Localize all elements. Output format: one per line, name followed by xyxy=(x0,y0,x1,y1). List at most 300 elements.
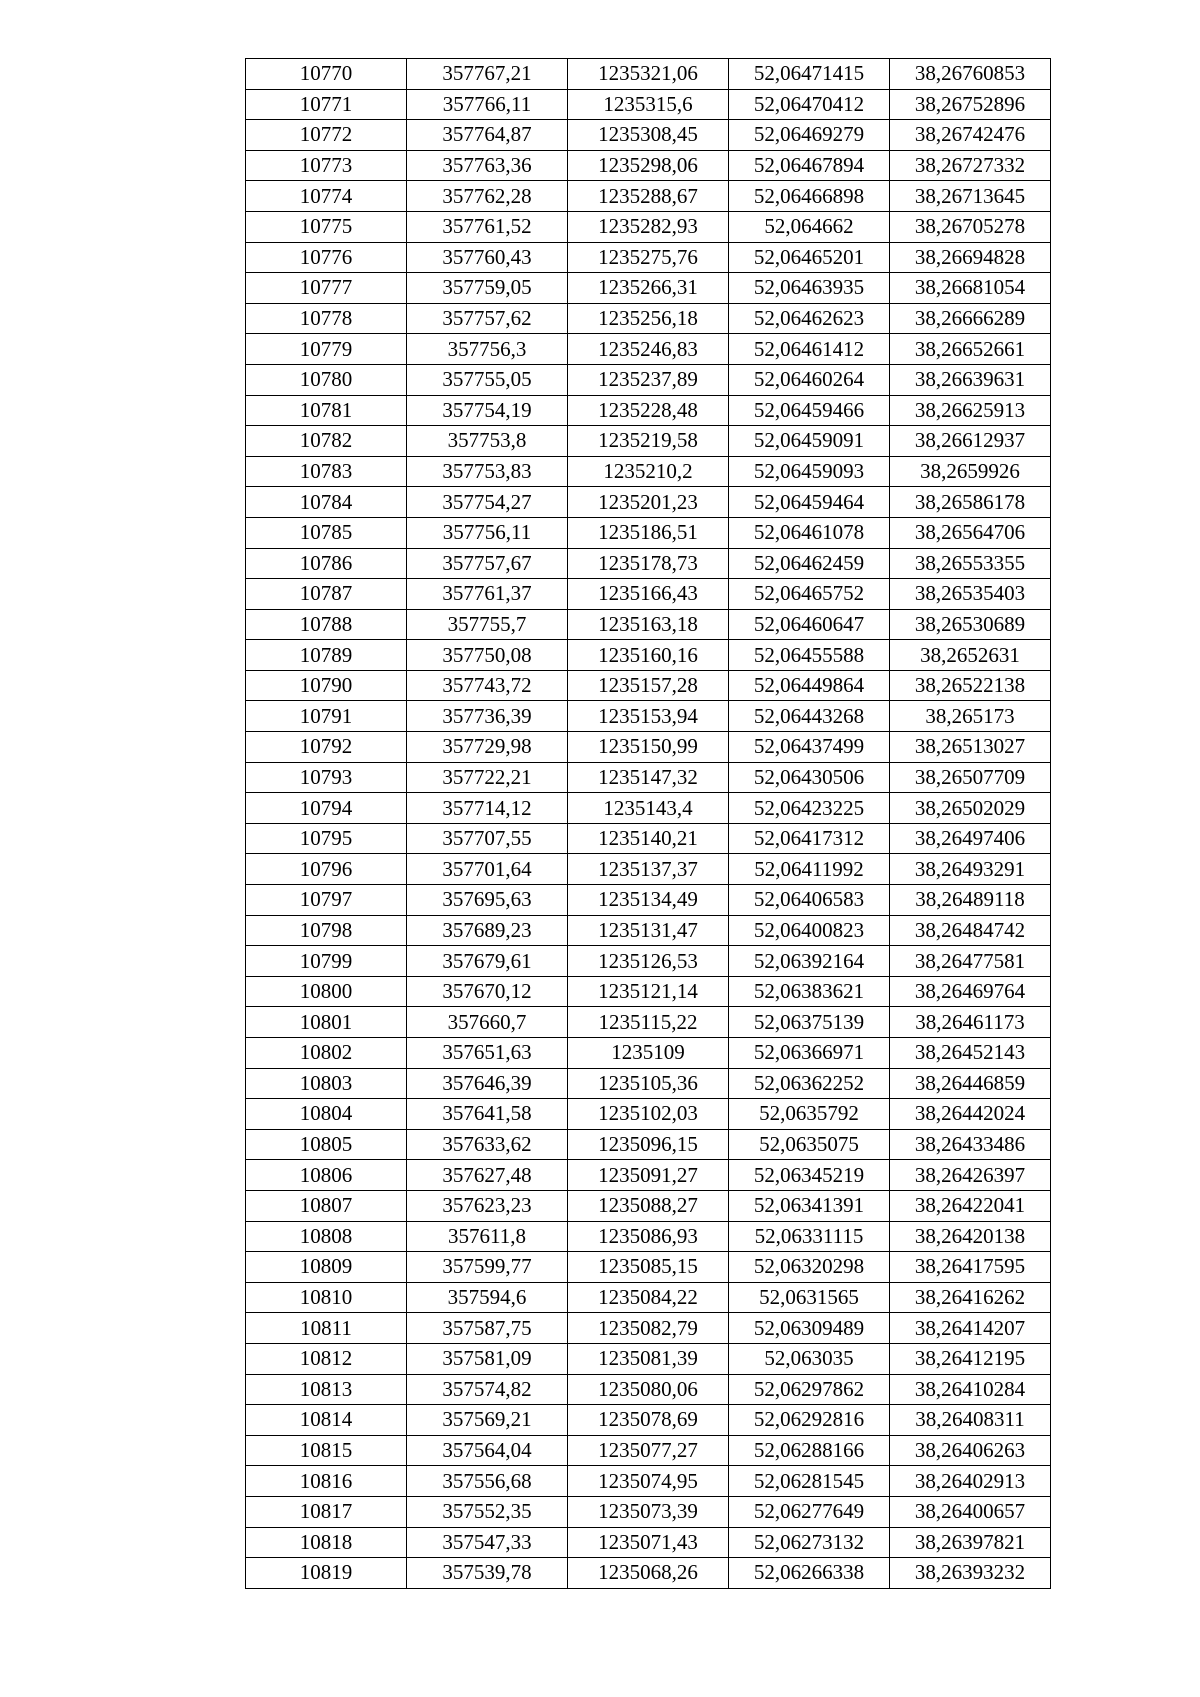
x-coordinate-cell: 357574,82 xyxy=(407,1374,568,1405)
y-coordinate-cell: 1235086,93 xyxy=(568,1221,729,1252)
y-coordinate-cell: 1235082,79 xyxy=(568,1313,729,1344)
longitude-cell: 38,26446859 xyxy=(890,1068,1051,1099)
longitude-cell: 38,26416262 xyxy=(890,1282,1051,1313)
y-coordinate-cell: 1235160,16 xyxy=(568,640,729,671)
table-row xyxy=(246,1038,1051,1069)
point-number-cell: 10782 xyxy=(246,426,407,457)
table-row xyxy=(246,1221,1051,1252)
point-number-cell: 10814 xyxy=(246,1405,407,1436)
x-coordinate-cell: 357755,7 xyxy=(407,609,568,640)
table-row xyxy=(246,1190,1051,1221)
table-row xyxy=(246,1343,1051,1374)
x-coordinate-cell: 357646,39 xyxy=(407,1068,568,1099)
latitude-cell: 52,06320298 xyxy=(729,1252,890,1283)
table-row xyxy=(246,1374,1051,1405)
latitude-cell: 52,06466898 xyxy=(729,181,890,212)
latitude-cell: 52,0631565 xyxy=(729,1282,890,1313)
longitude-cell: 38,26681054 xyxy=(890,273,1051,304)
table-row xyxy=(246,1558,1051,1589)
longitude-cell: 38,2652631 xyxy=(890,640,1051,671)
latitude-cell: 52,06273132 xyxy=(729,1527,890,1558)
table-row xyxy=(246,823,1051,854)
table-row xyxy=(246,150,1051,181)
latitude-cell: 52,06461412 xyxy=(729,334,890,365)
latitude-cell: 52,0635075 xyxy=(729,1129,890,1160)
y-coordinate-cell: 1235080,06 xyxy=(568,1374,729,1405)
point-number-cell: 10788 xyxy=(246,609,407,640)
table-row xyxy=(246,854,1051,885)
longitude-cell: 38,26553355 xyxy=(890,548,1051,579)
x-coordinate-cell: 357760,43 xyxy=(407,242,568,273)
point-number-cell: 10781 xyxy=(246,395,407,426)
point-number-cell: 10805 xyxy=(246,1129,407,1160)
longitude-cell: 38,26727332 xyxy=(890,150,1051,181)
table-row xyxy=(246,609,1051,640)
y-coordinate-cell: 1235282,93 xyxy=(568,211,729,242)
point-number-cell: 10803 xyxy=(246,1068,407,1099)
y-coordinate-cell: 1235096,15 xyxy=(568,1129,729,1160)
x-coordinate-cell: 357594,6 xyxy=(407,1282,568,1313)
latitude-cell: 52,0635792 xyxy=(729,1099,890,1130)
table-row xyxy=(246,976,1051,1007)
point-number-cell: 10816 xyxy=(246,1466,407,1497)
point-number-cell: 10794 xyxy=(246,793,407,824)
x-coordinate-cell: 357714,12 xyxy=(407,793,568,824)
x-coordinate-cell: 357750,08 xyxy=(407,640,568,671)
latitude-cell: 52,06392164 xyxy=(729,946,890,977)
longitude-cell: 38,26502029 xyxy=(890,793,1051,824)
latitude-cell: 52,06459093 xyxy=(729,456,890,487)
longitude-cell: 38,26402913 xyxy=(890,1466,1051,1497)
longitude-cell: 38,26393232 xyxy=(890,1558,1051,1589)
x-coordinate-cell: 357756,11 xyxy=(407,517,568,548)
latitude-cell: 52,06459464 xyxy=(729,487,890,518)
latitude-cell: 52,06430506 xyxy=(729,762,890,793)
x-coordinate-cell: 357764,87 xyxy=(407,120,568,151)
point-number-cell: 10815 xyxy=(246,1435,407,1466)
table-row xyxy=(246,1160,1051,1191)
table-row xyxy=(246,915,1051,946)
y-coordinate-cell: 1235153,94 xyxy=(568,701,729,732)
latitude-cell: 52,06417312 xyxy=(729,823,890,854)
x-coordinate-cell: 357689,23 xyxy=(407,915,568,946)
longitude-cell: 38,26522138 xyxy=(890,670,1051,701)
x-coordinate-cell: 357641,58 xyxy=(407,1099,568,1130)
point-number-cell: 10799 xyxy=(246,946,407,977)
y-coordinate-cell: 1235134,49 xyxy=(568,885,729,916)
y-coordinate-cell: 1235143,4 xyxy=(568,793,729,824)
longitude-cell: 38,26694828 xyxy=(890,242,1051,273)
longitude-cell: 38,265173 xyxy=(890,701,1051,732)
latitude-cell: 52,06470412 xyxy=(729,89,890,120)
latitude-cell: 52,06400823 xyxy=(729,915,890,946)
longitude-cell: 38,26414207 xyxy=(890,1313,1051,1344)
longitude-cell: 38,26564706 xyxy=(890,517,1051,548)
y-coordinate-cell: 1235137,37 xyxy=(568,854,729,885)
latitude-cell: 52,06465201 xyxy=(729,242,890,273)
longitude-cell: 38,26477581 xyxy=(890,946,1051,977)
y-coordinate-cell: 1235068,26 xyxy=(568,1558,729,1589)
longitude-cell: 38,26433486 xyxy=(890,1129,1051,1160)
y-coordinate-cell: 1235074,95 xyxy=(568,1466,729,1497)
y-coordinate-cell: 1235102,03 xyxy=(568,1099,729,1130)
x-coordinate-cell: 357547,33 xyxy=(407,1527,568,1558)
x-coordinate-cell: 357670,12 xyxy=(407,976,568,1007)
y-coordinate-cell: 1235088,27 xyxy=(568,1190,729,1221)
x-coordinate-cell: 357761,52 xyxy=(407,211,568,242)
table-row xyxy=(246,1099,1051,1130)
y-coordinate-cell: 1235178,73 xyxy=(568,548,729,579)
y-coordinate-cell: 1235237,89 xyxy=(568,364,729,395)
point-number-cell: 10817 xyxy=(246,1496,407,1527)
point-number-cell: 10812 xyxy=(246,1343,407,1374)
latitude-cell: 52,063035 xyxy=(729,1343,890,1374)
table-row xyxy=(246,273,1051,304)
latitude-cell: 52,06375139 xyxy=(729,1007,890,1038)
y-coordinate-cell: 1235150,99 xyxy=(568,732,729,763)
latitude-cell: 52,06461078 xyxy=(729,517,890,548)
latitude-cell: 52,06460264 xyxy=(729,364,890,395)
x-coordinate-cell: 357651,63 xyxy=(407,1038,568,1069)
latitude-cell: 52,06277649 xyxy=(729,1496,890,1527)
x-coordinate-cell: 357660,7 xyxy=(407,1007,568,1038)
latitude-cell: 52,06411992 xyxy=(729,854,890,885)
x-coordinate-cell: 357581,09 xyxy=(407,1343,568,1374)
y-coordinate-cell: 1235077,27 xyxy=(568,1435,729,1466)
x-coordinate-cell: 357766,11 xyxy=(407,89,568,120)
table-row xyxy=(246,242,1051,273)
point-number-cell: 10770 xyxy=(246,59,407,90)
longitude-cell: 38,26442024 xyxy=(890,1099,1051,1130)
x-coordinate-cell: 357627,48 xyxy=(407,1160,568,1191)
longitude-cell: 38,26412195 xyxy=(890,1343,1051,1374)
y-coordinate-cell: 1235275,76 xyxy=(568,242,729,273)
y-coordinate-cell: 1235315,6 xyxy=(568,89,729,120)
table-row xyxy=(246,334,1051,365)
point-number-cell: 10783 xyxy=(246,456,407,487)
point-number-cell: 10806 xyxy=(246,1160,407,1191)
longitude-cell: 38,26535403 xyxy=(890,579,1051,610)
latitude-cell: 52,06366971 xyxy=(729,1038,890,1069)
y-coordinate-cell: 1235201,23 xyxy=(568,487,729,518)
latitude-cell: 52,06341391 xyxy=(729,1190,890,1221)
x-coordinate-cell: 357759,05 xyxy=(407,273,568,304)
table-row xyxy=(246,793,1051,824)
latitude-cell: 52,06292816 xyxy=(729,1405,890,1436)
point-number-cell: 10809 xyxy=(246,1252,407,1283)
table-row xyxy=(246,946,1051,977)
longitude-cell: 38,26507709 xyxy=(890,762,1051,793)
point-number-cell: 10790 xyxy=(246,670,407,701)
table-row xyxy=(246,517,1051,548)
point-number-cell: 10811 xyxy=(246,1313,407,1344)
table-row xyxy=(246,1129,1051,1160)
y-coordinate-cell: 1235115,22 xyxy=(568,1007,729,1038)
longitude-cell: 38,26489118 xyxy=(890,885,1051,916)
latitude-cell: 52,06345219 xyxy=(729,1160,890,1191)
table-row xyxy=(246,395,1051,426)
table-row xyxy=(246,426,1051,457)
y-coordinate-cell: 1235131,47 xyxy=(568,915,729,946)
point-number-cell: 10784 xyxy=(246,487,407,518)
point-number-cell: 10801 xyxy=(246,1007,407,1038)
point-number-cell: 10800 xyxy=(246,976,407,1007)
x-coordinate-cell: 357599,77 xyxy=(407,1252,568,1283)
x-coordinate-cell: 357757,67 xyxy=(407,548,568,579)
x-coordinate-cell: 357763,36 xyxy=(407,150,568,181)
y-coordinate-cell: 1235266,31 xyxy=(568,273,729,304)
longitude-cell: 38,26760853 xyxy=(890,59,1051,90)
latitude-cell: 52,06471415 xyxy=(729,59,890,90)
x-coordinate-cell: 357539,78 xyxy=(407,1558,568,1589)
x-coordinate-cell: 357569,21 xyxy=(407,1405,568,1436)
longitude-cell: 38,26452143 xyxy=(890,1038,1051,1069)
point-number-cell: 10780 xyxy=(246,364,407,395)
point-number-cell: 10793 xyxy=(246,762,407,793)
point-number-cell: 10772 xyxy=(246,120,407,151)
x-coordinate-cell: 357756,3 xyxy=(407,334,568,365)
latitude-cell: 52,06443268 xyxy=(729,701,890,732)
latitude-cell: 52,06465752 xyxy=(729,579,890,610)
table-row xyxy=(246,1527,1051,1558)
longitude-cell: 38,26406263 xyxy=(890,1435,1051,1466)
y-coordinate-cell: 1235256,18 xyxy=(568,303,729,334)
longitude-cell: 38,26461173 xyxy=(890,1007,1051,1038)
point-number-cell: 10807 xyxy=(246,1190,407,1221)
y-coordinate-cell: 1235084,22 xyxy=(568,1282,729,1313)
point-number-cell: 10777 xyxy=(246,273,407,304)
y-coordinate-cell: 1235109 xyxy=(568,1038,729,1069)
point-number-cell: 10787 xyxy=(246,579,407,610)
x-coordinate-cell: 357611,8 xyxy=(407,1221,568,1252)
point-number-cell: 10778 xyxy=(246,303,407,334)
table-row xyxy=(246,762,1051,793)
latitude-cell: 52,06462623 xyxy=(729,303,890,334)
longitude-cell: 38,26639631 xyxy=(890,364,1051,395)
x-coordinate-cell: 357753,8 xyxy=(407,426,568,457)
table-row xyxy=(246,120,1051,151)
x-coordinate-cell: 357679,61 xyxy=(407,946,568,977)
latitude-cell: 52,06383621 xyxy=(729,976,890,1007)
table-row xyxy=(246,1068,1051,1099)
longitude-cell: 38,26408311 xyxy=(890,1405,1051,1436)
y-coordinate-cell: 1235308,45 xyxy=(568,120,729,151)
point-number-cell: 10773 xyxy=(246,150,407,181)
coordinates-table xyxy=(245,58,1051,1589)
x-coordinate-cell: 357633,62 xyxy=(407,1129,568,1160)
x-coordinate-cell: 357753,83 xyxy=(407,456,568,487)
point-number-cell: 10796 xyxy=(246,854,407,885)
longitude-cell: 38,26493291 xyxy=(890,854,1051,885)
table-row xyxy=(246,1282,1051,1313)
point-number-cell: 10792 xyxy=(246,732,407,763)
x-coordinate-cell: 357757,62 xyxy=(407,303,568,334)
coordinates-table-body xyxy=(246,59,1051,1589)
longitude-cell: 38,26586178 xyxy=(890,487,1051,518)
table-row xyxy=(246,456,1051,487)
table-row xyxy=(246,1466,1051,1497)
point-number-cell: 10818 xyxy=(246,1527,407,1558)
latitude-cell: 52,06406583 xyxy=(729,885,890,916)
table-row xyxy=(246,640,1051,671)
point-number-cell: 10813 xyxy=(246,1374,407,1405)
table-row xyxy=(246,1435,1051,1466)
point-number-cell: 10789 xyxy=(246,640,407,671)
point-number-cell: 10776 xyxy=(246,242,407,273)
point-number-cell: 10810 xyxy=(246,1282,407,1313)
latitude-cell: 52,06469279 xyxy=(729,120,890,151)
y-coordinate-cell: 1235228,48 xyxy=(568,395,729,426)
point-number-cell: 10802 xyxy=(246,1038,407,1069)
y-coordinate-cell: 1235081,39 xyxy=(568,1343,729,1374)
x-coordinate-cell: 357736,39 xyxy=(407,701,568,732)
x-coordinate-cell: 357722,21 xyxy=(407,762,568,793)
y-coordinate-cell: 1235073,39 xyxy=(568,1496,729,1527)
y-coordinate-cell: 1235085,15 xyxy=(568,1252,729,1283)
y-coordinate-cell: 1235163,18 xyxy=(568,609,729,640)
latitude-cell: 52,06331115 xyxy=(729,1221,890,1252)
y-coordinate-cell: 1235091,27 xyxy=(568,1160,729,1191)
longitude-cell: 38,2659926 xyxy=(890,456,1051,487)
longitude-cell: 38,26426397 xyxy=(890,1160,1051,1191)
y-coordinate-cell: 1235078,69 xyxy=(568,1405,729,1436)
table-row xyxy=(246,303,1051,334)
y-coordinate-cell: 1235219,58 xyxy=(568,426,729,457)
x-coordinate-cell: 357762,28 xyxy=(407,181,568,212)
longitude-cell: 38,26713645 xyxy=(890,181,1051,212)
latitude-cell: 52,06463935 xyxy=(729,273,890,304)
point-number-cell: 10775 xyxy=(246,211,407,242)
longitude-cell: 38,26422041 xyxy=(890,1190,1051,1221)
longitude-cell: 38,26612937 xyxy=(890,426,1051,457)
x-coordinate-cell: 357743,72 xyxy=(407,670,568,701)
latitude-cell: 52,06437499 xyxy=(729,732,890,763)
point-number-cell: 10779 xyxy=(246,334,407,365)
latitude-cell: 52,06281545 xyxy=(729,1466,890,1497)
point-number-cell: 10797 xyxy=(246,885,407,916)
x-coordinate-cell: 357754,27 xyxy=(407,487,568,518)
longitude-cell: 38,26625913 xyxy=(890,395,1051,426)
x-coordinate-cell: 357767,21 xyxy=(407,59,568,90)
x-coordinate-cell: 357755,05 xyxy=(407,364,568,395)
x-coordinate-cell: 357729,98 xyxy=(407,732,568,763)
point-number-cell: 10804 xyxy=(246,1099,407,1130)
latitude-cell: 52,06467894 xyxy=(729,150,890,181)
y-coordinate-cell: 1235186,51 xyxy=(568,517,729,548)
y-coordinate-cell: 1235140,21 xyxy=(568,823,729,854)
y-coordinate-cell: 1235121,14 xyxy=(568,976,729,1007)
table-row xyxy=(246,1496,1051,1527)
latitude-cell: 52,06460647 xyxy=(729,609,890,640)
y-coordinate-cell: 1235126,53 xyxy=(568,946,729,977)
longitude-cell: 38,26752896 xyxy=(890,89,1051,120)
table-row xyxy=(246,487,1051,518)
longitude-cell: 38,26666289 xyxy=(890,303,1051,334)
point-number-cell: 10791 xyxy=(246,701,407,732)
table-row xyxy=(246,1313,1051,1344)
y-coordinate-cell: 1235298,06 xyxy=(568,150,729,181)
point-number-cell: 10819 xyxy=(246,1558,407,1589)
table-row xyxy=(246,670,1051,701)
point-number-cell: 10774 xyxy=(246,181,407,212)
latitude-cell: 52,06455588 xyxy=(729,640,890,671)
latitude-cell: 52,06449864 xyxy=(729,670,890,701)
x-coordinate-cell: 357556,68 xyxy=(407,1466,568,1497)
longitude-cell: 38,26469764 xyxy=(890,976,1051,1007)
longitude-cell: 38,26410284 xyxy=(890,1374,1051,1405)
x-coordinate-cell: 357754,19 xyxy=(407,395,568,426)
x-coordinate-cell: 357695,63 xyxy=(407,885,568,916)
latitude-cell: 52,064662 xyxy=(729,211,890,242)
y-coordinate-cell: 1235157,28 xyxy=(568,670,729,701)
longitude-cell: 38,26417595 xyxy=(890,1252,1051,1283)
table-row xyxy=(246,364,1051,395)
longitude-cell: 38,26397821 xyxy=(890,1527,1051,1558)
table-row xyxy=(246,579,1051,610)
table-row xyxy=(246,1252,1051,1283)
latitude-cell: 52,06297862 xyxy=(729,1374,890,1405)
longitude-cell: 38,26400657 xyxy=(890,1496,1051,1527)
table-row xyxy=(246,89,1051,120)
latitude-cell: 52,06288166 xyxy=(729,1435,890,1466)
point-number-cell: 10808 xyxy=(246,1221,407,1252)
point-number-cell: 10795 xyxy=(246,823,407,854)
x-coordinate-cell: 357761,37 xyxy=(407,579,568,610)
latitude-cell: 52,06362252 xyxy=(729,1068,890,1099)
latitude-cell: 52,06462459 xyxy=(729,548,890,579)
table-row xyxy=(246,1007,1051,1038)
point-number-cell: 10771 xyxy=(246,89,407,120)
longitude-cell: 38,26742476 xyxy=(890,120,1051,151)
longitude-cell: 38,26484742 xyxy=(890,915,1051,946)
longitude-cell: 38,26705278 xyxy=(890,211,1051,242)
x-coordinate-cell: 357587,75 xyxy=(407,1313,568,1344)
table-row xyxy=(246,1405,1051,1436)
table-row xyxy=(246,181,1051,212)
point-number-cell: 10785 xyxy=(246,517,407,548)
table-row xyxy=(246,701,1051,732)
latitude-cell: 52,06459466 xyxy=(729,395,890,426)
y-coordinate-cell: 1235246,83 xyxy=(568,334,729,365)
latitude-cell: 52,06266338 xyxy=(729,1558,890,1589)
x-coordinate-cell: 357701,64 xyxy=(407,854,568,885)
table-row xyxy=(246,211,1051,242)
table-row xyxy=(246,548,1051,579)
y-coordinate-cell: 1235147,32 xyxy=(568,762,729,793)
latitude-cell: 52,06309489 xyxy=(729,1313,890,1344)
longitude-cell: 38,26420138 xyxy=(890,1221,1051,1252)
longitude-cell: 38,26497406 xyxy=(890,823,1051,854)
x-coordinate-cell: 357707,55 xyxy=(407,823,568,854)
point-number-cell: 10798 xyxy=(246,915,407,946)
y-coordinate-cell: 1235321,06 xyxy=(568,59,729,90)
longitude-cell: 38,26652661 xyxy=(890,334,1051,365)
x-coordinate-cell: 357552,35 xyxy=(407,1496,568,1527)
latitude-cell: 52,06423225 xyxy=(729,793,890,824)
point-number-cell: 10786 xyxy=(246,548,407,579)
y-coordinate-cell: 1235071,43 xyxy=(568,1527,729,1558)
x-coordinate-cell: 357564,04 xyxy=(407,1435,568,1466)
table-row xyxy=(246,732,1051,763)
y-coordinate-cell: 1235105,36 xyxy=(568,1068,729,1099)
longitude-cell: 38,26513027 xyxy=(890,732,1051,763)
table-row xyxy=(246,885,1051,916)
y-coordinate-cell: 1235210,2 xyxy=(568,456,729,487)
latitude-cell: 52,06459091 xyxy=(729,426,890,457)
x-coordinate-cell: 357623,23 xyxy=(407,1190,568,1221)
table-row xyxy=(246,59,1051,90)
y-coordinate-cell: 1235166,43 xyxy=(568,579,729,610)
